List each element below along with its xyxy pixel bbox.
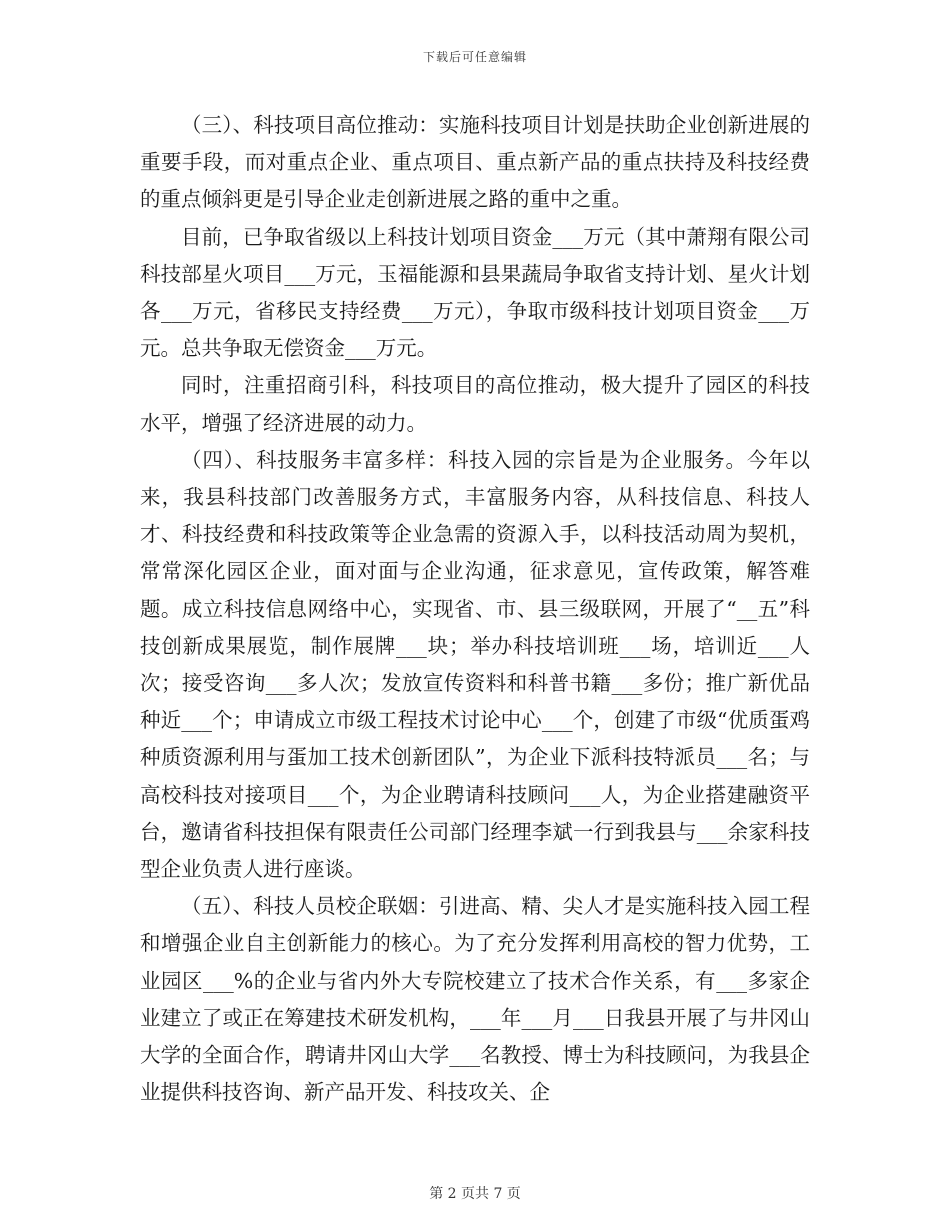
paragraph-investment: 同时，注重招商引科，科技项目的高位推动，极大提升了园区的科技水平，增强了经济进展的动力。 [140, 373, 810, 435]
paragraph-section-3: （三）、科技项目高位推动：实施科技项目计划是扶助企业创新进展的重要手段，而对重点企业、重点项目、重点新产品的重点扶持及科技经费的重点倾斜更是引导企业走创新进展之路的重中之重。 [140, 113, 810, 212]
paragraph-section-4: （四）、科技服务丰富多样：科技入园的宗旨是为企业服务。今年以来，我县科技部门改善服务方式，丰富服务内容，从科技信息、科技人才、科技经费和科技政策等企业急需的资源入手，以科技活动周为契机，常常深化园区企业，面对面与企业沟通，征求意见，宣传政策，解答难题。成立科技信息网络中心，实现省、市、县三级联网，开展了“__五”科技创新成果展览，制作展牌___块；举办科技培训班___场，培训近___人次；接受咨询___多人次；发放宣传资料和科普书籍___多份；推广新优品种近___个；申请成立市级工程技术讨论中心___个，创建了市级“优质蛋鸡种质资源利用与蛋加工技术创新团队”，为企业下派科技特派员___名；与高校科技对接项目___个，为企业聘请科技顾问___人，为企业搭建融资平台，邀请省科技担保有限责任公司部门经理李斌一行到我县与___余家科技型企业负责人进行座谈。 [140, 447, 810, 882]
document-body [140, 107, 810, 1111]
page-footer: 第 2 页共 7 页 [429, 1186, 521, 1202]
paragraph-section-5: （五）、科技人员校企联姻：引进高、精、尖人才是实施科技入园工程和增强企业自主创新能力的核心。为了充分发挥利用高校的智力优势，工业园区___%的企业与省内外大专院校建立了技术合作关系，有___多家企业建立了或正在筹建技术研发机构，___年___月___日我县开展了与井冈山大学的全面合作，聘请井冈山大学___名教授、博士为科技顾问，为我县企业提供科技咨询、新产品开发、科技攻关、企 [140, 894, 810, 1105]
page-header: 下载后可任意编辑 [422, 50, 527, 64]
paragraph-funding: 目前，已争取省级以上科技计划项目资金___万元（其中萧翔有限公司科技部星火项目___万元，玉福能源和县果蔬局争取省支持计划、星火计划各___万元，省移民支持经费___万元），争取市级科技计划项目资金___万元。总共争取无偿资金___万元。 [140, 224, 810, 361]
